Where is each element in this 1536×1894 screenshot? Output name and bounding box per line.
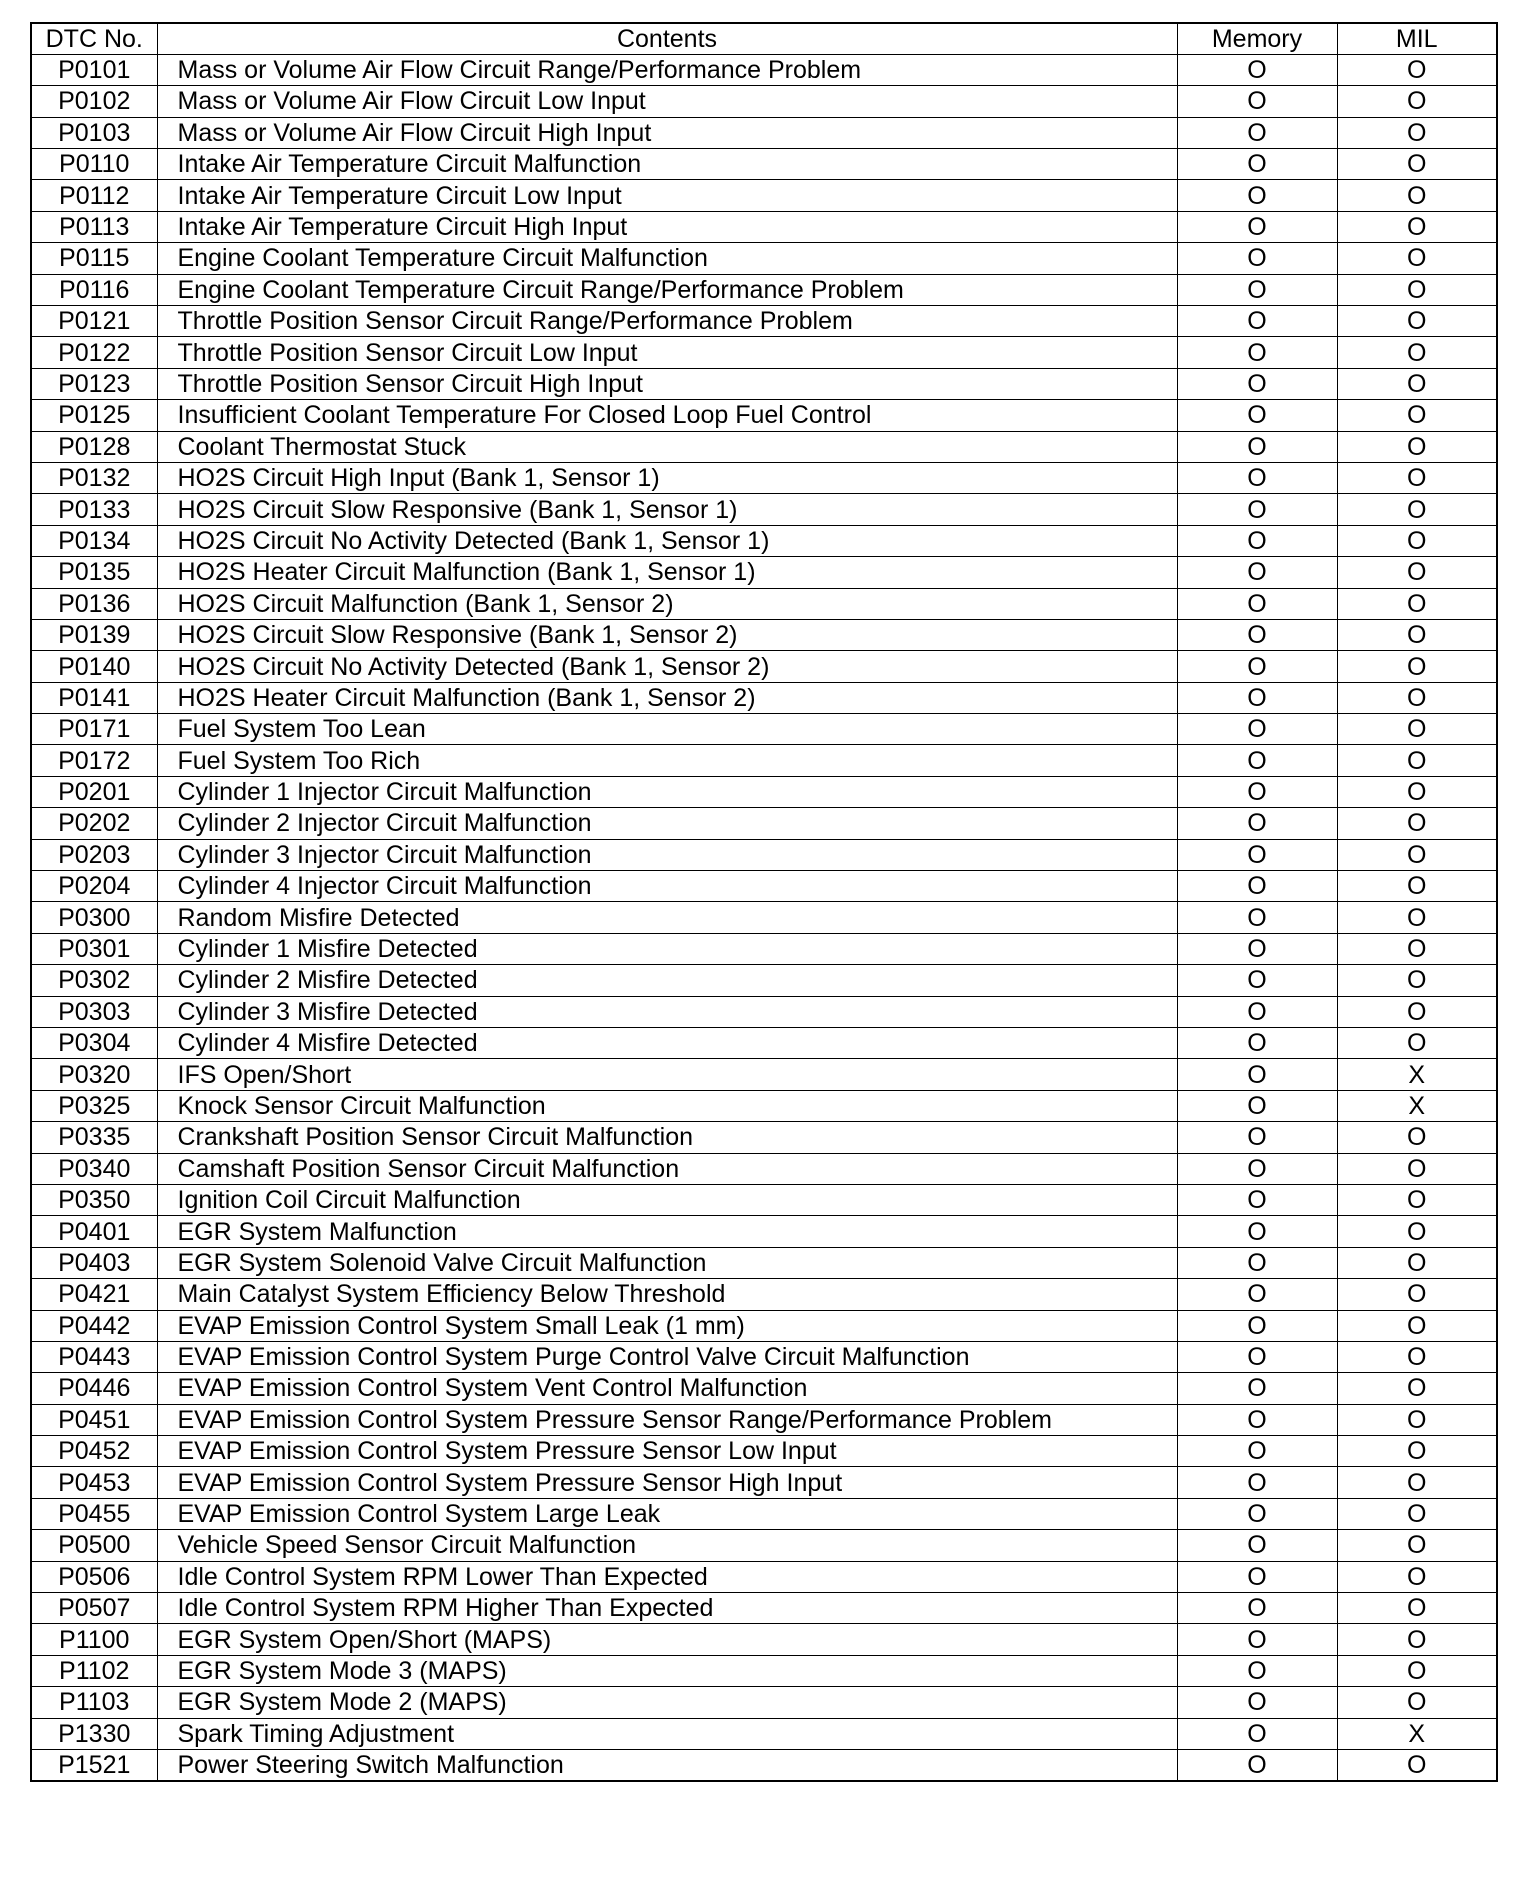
memory-mark-cell: O <box>1177 933 1337 964</box>
table-row <box>31 1467 1497 1498</box>
dtc-code-cell: P0172 <box>31 745 157 776</box>
dtc-code-cell: P1102 <box>31 1655 157 1686</box>
memory-mark-cell: O <box>1177 1436 1337 1467</box>
contents-cell: Camshaft Position Sensor Circuit Malfunction <box>157 1153 1177 1184</box>
dtc-code-cell: P0201 <box>31 776 157 807</box>
contents-cell: EVAP Emission Control System Pressure Sensor Low Input <box>157 1436 1177 1467</box>
dtc-code-cell: P0171 <box>31 714 157 745</box>
contents-cell: Cylinder 3 Misfire Detected <box>157 996 1177 1027</box>
memory-mark-cell: O <box>1177 839 1337 870</box>
mil-mark-cell: O <box>1337 274 1497 305</box>
dtc-code-cell: P0113 <box>31 211 157 242</box>
dtc-code-cell: P0203 <box>31 839 157 870</box>
mil-mark-cell: O <box>1337 54 1497 85</box>
table-row <box>31 180 1497 211</box>
dtc-code-cell: P0134 <box>31 525 157 556</box>
dtc-code-cell: P0133 <box>31 494 157 525</box>
memory-mark-cell: O <box>1177 211 1337 242</box>
table-row <box>31 871 1497 902</box>
table-body <box>31 54 1497 1780</box>
contents-cell: EGR System Open/Short (MAPS) <box>157 1624 1177 1655</box>
memory-mark-cell: O <box>1177 588 1337 619</box>
memory-mark-cell: O <box>1177 902 1337 933</box>
mil-mark-cell: O <box>1337 1028 1497 1059</box>
memory-mark-cell: O <box>1177 337 1337 368</box>
table-row <box>31 1561 1497 1592</box>
memory-mark-cell: O <box>1177 1122 1337 1153</box>
mil-mark-cell: O <box>1337 368 1497 399</box>
table-row <box>31 557 1497 588</box>
memory-mark-cell: O <box>1177 1373 1337 1404</box>
memory-mark-cell: O <box>1177 117 1337 148</box>
table-row <box>31 1498 1497 1529</box>
table-row <box>31 117 1497 148</box>
memory-mark-cell: O <box>1177 1404 1337 1435</box>
dtc-code-cell: P0132 <box>31 462 157 493</box>
dtc-code-cell: P0446 <box>31 1373 157 1404</box>
mil-mark-cell: O <box>1337 86 1497 117</box>
memory-mark-cell: O <box>1177 149 1337 180</box>
contents-cell: Ignition Coil Circuit Malfunction <box>157 1184 1177 1215</box>
contents-cell: Intake Air Temperature Circuit High Input <box>157 211 1177 242</box>
mil-mark-cell: O <box>1337 431 1497 462</box>
contents-cell: Intake Air Temperature Circuit Malfunction <box>157 149 1177 180</box>
contents-cell: HO2S Heater Circuit Malfunction (Bank 1, Sensor 2) <box>157 682 1177 713</box>
mil-mark-cell: O <box>1337 1247 1497 1278</box>
mil-mark-cell: O <box>1337 149 1497 180</box>
dtc-code-cell: P0101 <box>31 54 157 85</box>
memory-mark-cell: O <box>1177 776 1337 807</box>
table-row <box>31 54 1497 85</box>
mil-mark-cell: O <box>1337 871 1497 902</box>
memory-mark-cell: O <box>1177 180 1337 211</box>
mil-mark-cell: O <box>1337 965 1497 996</box>
contents-cell: Throttle Position Sensor Circuit High Input <box>157 368 1177 399</box>
mil-mark-cell: O <box>1337 1216 1497 1247</box>
memory-mark-cell: O <box>1177 400 1337 431</box>
contents-cell: HO2S Circuit Malfunction (Bank 1, Sensor 2) <box>157 588 1177 619</box>
dtc-code-cell: P1330 <box>31 1718 157 1749</box>
memory-mark-cell: O <box>1177 871 1337 902</box>
contents-cell: EVAP Emission Control System Large Leak <box>157 1498 1177 1529</box>
memory-mark-cell: O <box>1177 1247 1337 1278</box>
memory-mark-cell: O <box>1177 1624 1337 1655</box>
dtc-code-cell: P0302 <box>31 965 157 996</box>
header-mil: MIL <box>1337 23 1497 54</box>
mil-mark-cell: O <box>1337 588 1497 619</box>
table-row <box>31 1184 1497 1215</box>
table-row <box>31 588 1497 619</box>
memory-mark-cell: O <box>1177 1310 1337 1341</box>
memory-mark-cell: O <box>1177 86 1337 117</box>
contents-cell: Cylinder 3 Injector Circuit Malfunction <box>157 839 1177 870</box>
table-row <box>31 86 1497 117</box>
memory-mark-cell: O <box>1177 557 1337 588</box>
contents-cell: EVAP Emission Control System Vent Control Malfunction <box>157 1373 1177 1404</box>
table-row <box>31 776 1497 807</box>
table-row <box>31 839 1497 870</box>
contents-cell: Fuel System Too Lean <box>157 714 1177 745</box>
dtc-code-cell: P0325 <box>31 1090 157 1121</box>
mil-mark-cell: O <box>1337 1687 1497 1718</box>
table-row <box>31 1153 1497 1184</box>
memory-mark-cell: O <box>1177 1184 1337 1215</box>
table-row <box>31 714 1497 745</box>
dtc-code-cell: P0452 <box>31 1436 157 1467</box>
contents-cell: Coolant Thermostat Stuck <box>157 431 1177 462</box>
memory-mark-cell: O <box>1177 1059 1337 1090</box>
contents-cell: HO2S Circuit Slow Responsive (Bank 1, Sensor 1) <box>157 494 1177 525</box>
memory-mark-cell: O <box>1177 1561 1337 1592</box>
contents-cell: HO2S Circuit High Input (Bank 1, Sensor 1) <box>157 462 1177 493</box>
memory-mark-cell: O <box>1177 1216 1337 1247</box>
memory-mark-cell: O <box>1177 494 1337 525</box>
table-row <box>31 306 1497 337</box>
memory-mark-cell: O <box>1177 1718 1337 1749</box>
dtc-code-cell: P0340 <box>31 1153 157 1184</box>
mil-mark-cell: O <box>1337 996 1497 1027</box>
dtc-code-cell: P0453 <box>31 1467 157 1498</box>
contents-cell: Mass or Volume Air Flow Circuit High Input <box>157 117 1177 148</box>
dtc-code-cell: P0443 <box>31 1341 157 1372</box>
contents-cell: HO2S Circuit No Activity Detected (Bank 1, Sensor 2) <box>157 651 1177 682</box>
memory-mark-cell: O <box>1177 682 1337 713</box>
table-row <box>31 808 1497 839</box>
contents-cell: EVAP Emission Control System Pressure Sensor High Input <box>157 1467 1177 1498</box>
memory-mark-cell: O <box>1177 651 1337 682</box>
mil-mark-cell: O <box>1337 1498 1497 1529</box>
contents-cell: Engine Coolant Temperature Circuit Malfunction <box>157 243 1177 274</box>
dtc-code-cell: P0403 <box>31 1247 157 1278</box>
table-row <box>31 400 1497 431</box>
memory-mark-cell: O <box>1177 1028 1337 1059</box>
contents-cell: IFS Open/Short <box>157 1059 1177 1090</box>
mil-mark-cell: O <box>1337 1310 1497 1341</box>
dtc-code-cell: P0507 <box>31 1593 157 1624</box>
mil-mark-cell: O <box>1337 1467 1497 1498</box>
memory-mark-cell: O <box>1177 1498 1337 1529</box>
mil-mark-cell: O <box>1337 1153 1497 1184</box>
mil-mark-cell: O <box>1337 902 1497 933</box>
contents-cell: Fuel System Too Rich <box>157 745 1177 776</box>
mil-mark-cell: O <box>1337 745 1497 776</box>
table-header <box>31 23 1497 54</box>
contents-cell: EGR System Malfunction <box>157 1216 1177 1247</box>
mil-mark-cell: O <box>1337 619 1497 650</box>
table-row <box>31 1090 1497 1121</box>
mil-mark-cell: O <box>1337 337 1497 368</box>
memory-mark-cell: O <box>1177 1279 1337 1310</box>
mil-mark-cell: O <box>1337 1561 1497 1592</box>
memory-mark-cell: O <box>1177 274 1337 305</box>
mil-mark-cell: O <box>1337 557 1497 588</box>
header-contents: Contents <box>157 23 1177 54</box>
memory-mark-cell: O <box>1177 714 1337 745</box>
mil-mark-cell: O <box>1337 117 1497 148</box>
mil-mark-cell: O <box>1337 1624 1497 1655</box>
table-row <box>31 1279 1497 1310</box>
table-row <box>31 1749 1497 1780</box>
dtc-code-cell: P0301 <box>31 933 157 964</box>
contents-cell: Crankshaft Position Sensor Circuit Malfunction <box>157 1122 1177 1153</box>
mil-mark-cell: O <box>1337 400 1497 431</box>
table-row <box>31 745 1497 776</box>
memory-mark-cell: O <box>1177 996 1337 1027</box>
dtc-code-cell: P0401 <box>31 1216 157 1247</box>
dtc-code-cell: P0303 <box>31 996 157 1027</box>
dtc-code-cell: P0135 <box>31 557 157 588</box>
memory-mark-cell: O <box>1177 1655 1337 1686</box>
table-row <box>31 996 1497 1027</box>
mil-mark-cell: O <box>1337 525 1497 556</box>
mil-mark-cell: O <box>1337 1404 1497 1435</box>
mil-mark-cell: O <box>1337 243 1497 274</box>
mil-mark-cell: O <box>1337 462 1497 493</box>
table-row <box>31 1247 1497 1278</box>
table-row <box>31 274 1497 305</box>
contents-cell: Cylinder 2 Injector Circuit Malfunction <box>157 808 1177 839</box>
mil-mark-cell: O <box>1337 180 1497 211</box>
dtc-code-cell: P0350 <box>31 1184 157 1215</box>
mil-mark-cell: O <box>1337 808 1497 839</box>
contents-cell: Cylinder 2 Misfire Detected <box>157 965 1177 996</box>
header-row <box>31 23 1497 54</box>
table-row <box>31 1216 1497 1247</box>
dtc-code-cell: P1103 <box>31 1687 157 1718</box>
table-row <box>31 619 1497 650</box>
mil-mark-cell: O <box>1337 651 1497 682</box>
contents-cell: EVAP Emission Control System Small Leak (1 mm) <box>157 1310 1177 1341</box>
contents-cell: Cylinder 4 Injector Circuit Malfunction <box>157 871 1177 902</box>
table-row <box>31 1530 1497 1561</box>
mil-mark-cell: O <box>1337 776 1497 807</box>
table-row <box>31 965 1497 996</box>
dtc-code-cell: P0451 <box>31 1404 157 1435</box>
contents-cell: EGR System Mode 3 (MAPS) <box>157 1655 1177 1686</box>
table-row <box>31 1593 1497 1624</box>
contents-cell: Cylinder 1 Injector Circuit Malfunction <box>157 776 1177 807</box>
contents-cell: HO2S Circuit No Activity Detected (Bank 1, Sensor 1) <box>157 525 1177 556</box>
table-row <box>31 1373 1497 1404</box>
memory-mark-cell: O <box>1177 745 1337 776</box>
table-row <box>31 933 1497 964</box>
memory-mark-cell: O <box>1177 431 1337 462</box>
memory-mark-cell: O <box>1177 808 1337 839</box>
table-row <box>31 525 1497 556</box>
table-row <box>31 1341 1497 1372</box>
mil-mark-cell: O <box>1337 1279 1497 1310</box>
table-row <box>31 1718 1497 1749</box>
memory-mark-cell: O <box>1177 368 1337 399</box>
mil-mark-cell: X <box>1337 1090 1497 1121</box>
dtc-code-cell: P0115 <box>31 243 157 274</box>
dtc-code-cell: P0112 <box>31 180 157 211</box>
dtc-code-cell: P0304 <box>31 1028 157 1059</box>
dtc-code-cell: P1521 <box>31 1749 157 1780</box>
table-row <box>31 431 1497 462</box>
mil-mark-cell: O <box>1337 714 1497 745</box>
memory-mark-cell: O <box>1177 306 1337 337</box>
memory-mark-cell: O <box>1177 1749 1337 1780</box>
mil-mark-cell: O <box>1337 494 1497 525</box>
table-row <box>31 337 1497 368</box>
dtc-code-cell: P0320 <box>31 1059 157 1090</box>
table-row <box>31 368 1497 399</box>
header-dtc-no: DTC No. <box>31 23 157 54</box>
contents-cell: EVAP Emission Control System Pressure Sensor Range/Performance Problem <box>157 1404 1177 1435</box>
memory-mark-cell: O <box>1177 1090 1337 1121</box>
dtc-table <box>30 22 1498 1782</box>
mil-mark-cell: O <box>1337 682 1497 713</box>
dtc-code-cell: P0123 <box>31 368 157 399</box>
dtc-code-cell: P0300 <box>31 902 157 933</box>
dtc-code-cell: P1100 <box>31 1624 157 1655</box>
dtc-code-cell: P0202 <box>31 808 157 839</box>
dtc-code-cell: P0128 <box>31 431 157 462</box>
mil-mark-cell: O <box>1337 839 1497 870</box>
contents-cell: Engine Coolant Temperature Circuit Range/Performance Problem <box>157 274 1177 305</box>
contents-cell: Throttle Position Sensor Circuit Range/Performance Problem <box>157 306 1177 337</box>
contents-cell: Vehicle Speed Sensor Circuit Malfunction <box>157 1530 1177 1561</box>
table-row <box>31 1655 1497 1686</box>
contents-cell: Intake Air Temperature Circuit Low Input <box>157 180 1177 211</box>
mil-mark-cell: O <box>1337 1749 1497 1780</box>
table-row <box>31 1310 1497 1341</box>
contents-cell: Spark Timing Adjustment <box>157 1718 1177 1749</box>
dtc-code-cell: P0506 <box>31 1561 157 1592</box>
dtc-code-cell: P0421 <box>31 1279 157 1310</box>
dtc-code-cell: P0122 <box>31 337 157 368</box>
contents-cell: Throttle Position Sensor Circuit Low Input <box>157 337 1177 368</box>
dtc-code-cell: P0116 <box>31 274 157 305</box>
table-row <box>31 902 1497 933</box>
contents-cell: Mass or Volume Air Flow Circuit Range/Performance Problem <box>157 54 1177 85</box>
mil-mark-cell: O <box>1337 1655 1497 1686</box>
mil-mark-cell: O <box>1337 1184 1497 1215</box>
dtc-code-cell: P0204 <box>31 871 157 902</box>
contents-cell: EGR System Mode 2 (MAPS) <box>157 1687 1177 1718</box>
contents-cell: EGR System Solenoid Valve Circuit Malfunction <box>157 1247 1177 1278</box>
memory-mark-cell: O <box>1177 54 1337 85</box>
dtc-code-cell: P0335 <box>31 1122 157 1153</box>
contents-cell: Cylinder 1 Misfire Detected <box>157 933 1177 964</box>
dtc-code-cell: P0442 <box>31 1310 157 1341</box>
mil-mark-cell: O <box>1337 1436 1497 1467</box>
table-row <box>31 1028 1497 1059</box>
mil-mark-cell: X <box>1337 1059 1497 1090</box>
contents-cell: Random Misfire Detected <box>157 902 1177 933</box>
mil-mark-cell: O <box>1337 211 1497 242</box>
mil-mark-cell: O <box>1337 1530 1497 1561</box>
mil-mark-cell: X <box>1337 1718 1497 1749</box>
contents-cell: Cylinder 4 Misfire Detected <box>157 1028 1177 1059</box>
memory-mark-cell: O <box>1177 965 1337 996</box>
dtc-code-cell: P0140 <box>31 651 157 682</box>
memory-mark-cell: O <box>1177 619 1337 650</box>
mil-mark-cell: O <box>1337 1593 1497 1624</box>
contents-cell: Mass or Volume Air Flow Circuit Low Input <box>157 86 1177 117</box>
table-row <box>31 462 1497 493</box>
table-row <box>31 494 1497 525</box>
dtc-code-cell: P0455 <box>31 1498 157 1529</box>
table-row <box>31 243 1497 274</box>
contents-cell: HO2S Heater Circuit Malfunction (Bank 1, Sensor 1) <box>157 557 1177 588</box>
dtc-code-cell: P0103 <box>31 117 157 148</box>
table-row <box>31 1624 1497 1655</box>
table-row <box>31 1687 1497 1718</box>
dtc-code-cell: P0121 <box>31 306 157 337</box>
contents-cell: EVAP Emission Control System Purge Control Valve Circuit Malfunction <box>157 1341 1177 1372</box>
table-row <box>31 149 1497 180</box>
header-memory: Memory <box>1177 23 1337 54</box>
contents-cell: Power Steering Switch Malfunction <box>157 1749 1177 1780</box>
mil-mark-cell: O <box>1337 1122 1497 1153</box>
dtc-code-cell: P0102 <box>31 86 157 117</box>
memory-mark-cell: O <box>1177 525 1337 556</box>
contents-cell: Main Catalyst System Efficiency Below Threshold <box>157 1279 1177 1310</box>
table-row <box>31 1436 1497 1467</box>
memory-mark-cell: O <box>1177 462 1337 493</box>
contents-cell: Insufficient Coolant Temperature For Closed Loop Fuel Control <box>157 400 1177 431</box>
mil-mark-cell: O <box>1337 306 1497 337</box>
dtc-code-cell: P0110 <box>31 149 157 180</box>
table-row <box>31 211 1497 242</box>
table-row <box>31 651 1497 682</box>
dtc-code-cell: P0141 <box>31 682 157 713</box>
memory-mark-cell: O <box>1177 1467 1337 1498</box>
table-row <box>31 682 1497 713</box>
contents-cell: HO2S Circuit Slow Responsive (Bank 1, Sensor 2) <box>157 619 1177 650</box>
table-row <box>31 1122 1497 1153</box>
memory-mark-cell: O <box>1177 1687 1337 1718</box>
mil-mark-cell: O <box>1337 933 1497 964</box>
contents-cell: Knock Sensor Circuit Malfunction <box>157 1090 1177 1121</box>
dtc-code-cell: P0500 <box>31 1530 157 1561</box>
dtc-code-cell: P0125 <box>31 400 157 431</box>
memory-mark-cell: O <box>1177 1593 1337 1624</box>
memory-mark-cell: O <box>1177 243 1337 274</box>
table-row <box>31 1059 1497 1090</box>
memory-mark-cell: O <box>1177 1153 1337 1184</box>
table-row <box>31 1404 1497 1435</box>
dtc-code-cell: P0136 <box>31 588 157 619</box>
memory-mark-cell: O <box>1177 1530 1337 1561</box>
dtc-code-cell: P0139 <box>31 619 157 650</box>
contents-cell: Idle Control System RPM Lower Than Expected <box>157 1561 1177 1592</box>
mil-mark-cell: O <box>1337 1341 1497 1372</box>
memory-mark-cell: O <box>1177 1341 1337 1372</box>
mil-mark-cell: O <box>1337 1373 1497 1404</box>
contents-cell: Idle Control System RPM Higher Than Expected <box>157 1593 1177 1624</box>
